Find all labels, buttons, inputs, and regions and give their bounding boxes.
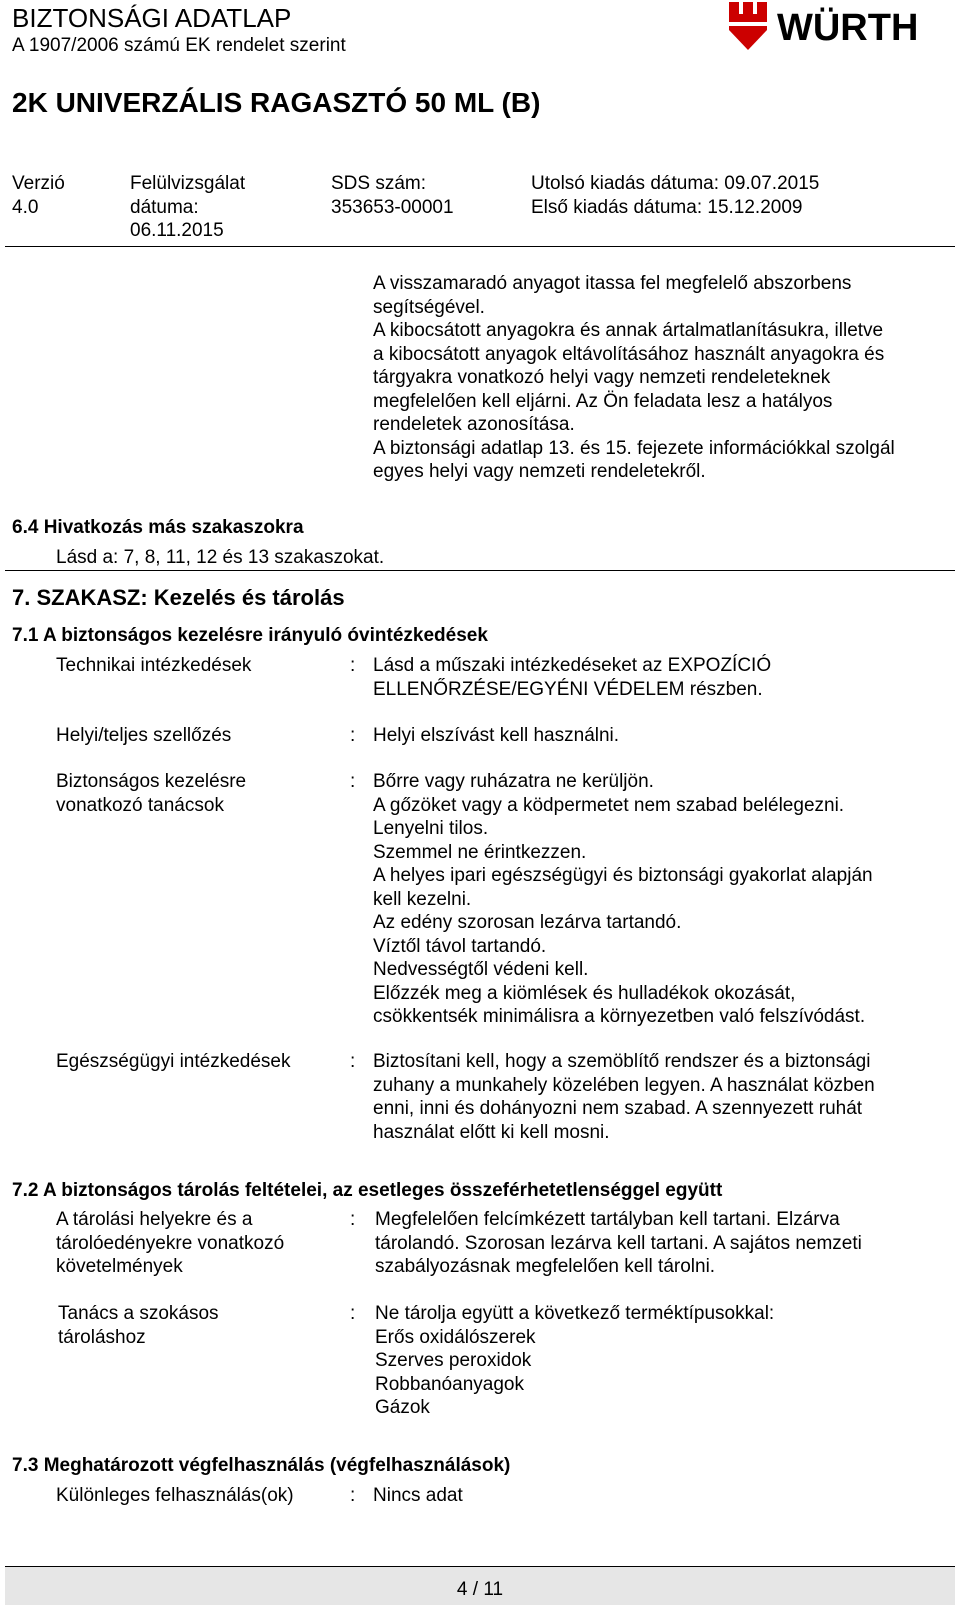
special-use-value [373, 1484, 463, 1508]
version-label: Verzió [12, 173, 65, 194]
text-line: a kibocsátott anyagok eltávolításához használt anyagokra és [373, 343, 885, 365]
colon: : [350, 1209, 356, 1230]
ventilation-value [373, 724, 619, 748]
text-line: Nincs adat [373, 1485, 463, 1506]
text-line: Szemmel ne érintkezzen. [373, 841, 587, 863]
page-number: 4 / 11 [456, 1579, 504, 1600]
revision-value: 06.11.2015 [130, 220, 224, 241]
colon: : [350, 1051, 356, 1072]
sds-label: SDS szám: [331, 173, 427, 194]
text-line: Az edény szorosan lezárva tartandó. [373, 912, 682, 933]
text-line: enni, inni és dohányozni nem szabad. A szennyezett ruhát [373, 1098, 863, 1119]
continued-paragraph [373, 272, 953, 484]
document-type: BIZTONSÁGI ADATLAP [12, 3, 292, 33]
text-line: A biztonsági adatlap 13. és 15. fejezete információkkal szolgál [373, 437, 895, 459]
text-line: Lásd a műszaki intézkedéseket az EXPOZÍCIÓ [373, 655, 772, 676]
text-line: kell kezelni. [373, 888, 472, 910]
text-line: rendeletek azonosítása. [373, 414, 575, 435]
storage-advice-value [375, 1302, 774, 1420]
text-line: tárgyakra vonatkozó helyi vagy nemzeti rendeleteknek [373, 367, 831, 388]
section-7-3-title: 7.3 Meghatározott végfelhasználás (végfelhasználások) [12, 1455, 511, 1476]
section-divider [5, 570, 955, 571]
text-line: Lenyelni tilos. [373, 818, 489, 839]
footer-divider [5, 1566, 955, 1567]
text-line: Helyi elszívást kell használni. [373, 725, 620, 746]
text-line: A kibocsátott anyagokra és annak ártalmatlanításukra, illetve [373, 320, 884, 341]
revision-label-2: dátuma: [130, 196, 199, 218]
text-line: A visszamaradó anyagot itassa fel megfelelő abszorbens [373, 273, 852, 294]
storage-requirements-value [375, 1208, 862, 1279]
product-name: 2K UNIVERZÁLIS RAGASZTÓ 50 ML (B) [12, 87, 541, 118]
handling-advice-label [56, 770, 246, 817]
section-6-4-text: Lásd a: 7, 8, 11, 12 és 13 szakaszokat. [56, 547, 385, 568]
colon: : [350, 725, 356, 746]
regulation-reference: A 1907/2006 számú EK rendelet szerint [12, 35, 346, 56]
text-line: csökkentsék minimálisra a környezetben való felszívódást. [373, 1006, 866, 1027]
text-line: tároláshoz [58, 1326, 146, 1348]
text-line: Ne tárolja együtt a következő terméktípusokkal: [375, 1303, 775, 1324]
text-line: Erős oxidálószerek [375, 1326, 536, 1348]
colon: : [350, 1303, 356, 1324]
text-line: Tanács a szokásos [58, 1303, 219, 1324]
colon: : [350, 1485, 356, 1506]
text-line: A tárolási helyekre és a [56, 1209, 253, 1230]
special-use-label: Különleges felhasználás(ok) [56, 1485, 294, 1506]
hygiene-measures-label: Egészségügyi intézkedések [56, 1051, 291, 1072]
text-line: egyes helyi vagy nemzeti rendeletekről. [373, 461, 706, 482]
text-line: Biztosítani kell, hogy a szemöblítő rendszer és a biztonsági [373, 1051, 871, 1072]
revision-block [130, 172, 245, 243]
text-line: A helyes ipari egészségügyi és biztonsági gyakorlat alapján [373, 865, 873, 886]
text-line: Robbanóanyagok [375, 1373, 524, 1395]
issue-dates-block [531, 172, 819, 219]
storage-requirements-label [56, 1208, 284, 1279]
technical-measures-value [373, 654, 771, 701]
text-line: Bőrre vagy ruházatra ne kerüljön. [373, 771, 654, 792]
hygiene-measures-value [373, 1050, 875, 1144]
text-line: Biztonságos kezelésre [56, 771, 247, 792]
text-line: használat előtt ki kell mosni. [373, 1121, 610, 1143]
text-line: Szerves peroxidok [375, 1350, 532, 1371]
text-line: megfelelően kell eljárni. Az Ön feladata lesz a hatályos [373, 390, 833, 412]
text-line: tárolóedényekre vonatkozó [56, 1232, 285, 1254]
section-7-title: 7. SZAKASZ: Kezelés és tárolás [12, 585, 345, 610]
version-value: 4.0 [12, 196, 39, 218]
wurth-logo [725, 0, 950, 52]
text-line: A gőzöket vagy a ködpermetet nem szabad belélegezni. [373, 794, 845, 816]
text-line: zuhany a munkahely közelében legyen. A használat közben [373, 1074, 875, 1096]
text-line: követelmények [56, 1256, 183, 1277]
last-issue-date: Utolsó kiadás dátuma: 09.07.2015 [531, 173, 820, 194]
text-line: szabályozásnak megfelelően kell tárolni. [375, 1256, 716, 1277]
text-line: ELLENŐRZÉSE/EGYÉNI VÉDELEM részben. [373, 678, 763, 700]
sds-block [331, 172, 454, 219]
text-line: Nedvességtől védeni kell. [373, 959, 589, 980]
sds-value: 353653-00001 [331, 196, 454, 218]
text-line: vonatkozó tanácsok [56, 794, 224, 816]
section-7-1-title: 7.1 A biztonságos kezelésre irányuló óvintézkedések [12, 625, 488, 646]
text-line: Megfelelően felcímkézett tartályban kell tartani. Elzárva [375, 1209, 840, 1230]
text-line: Előzzék meg a kiömlések és hulladékok okozását, [373, 982, 796, 1004]
text-line: segítségével. [373, 296, 485, 318]
section-7-2-title: 7.2 A biztonságos tárolás feltételei, az esetleges összeférhetetlenséggel együtt [12, 1180, 723, 1201]
text-line: Víztől távol tartandó. [373, 935, 547, 957]
revision-label: Felülvizsgálat [130, 173, 246, 194]
first-issue-date: Első kiadás dátuma: 15.12.2009 [531, 196, 803, 218]
version-block [12, 172, 65, 219]
logo-text: WÜRTH [777, 7, 919, 49]
storage-advice-label [58, 1302, 219, 1349]
text-line: tárolandó. Szorosan lezárva kell tartani. A sajátos nemzeti [375, 1232, 862, 1254]
colon: : [350, 771, 356, 792]
technical-measures-label: Technikai intézkedések [56, 655, 252, 676]
handling-advice-value [373, 770, 873, 1029]
header-divider [5, 246, 955, 247]
colon: : [350, 655, 356, 676]
text-line: Gázok [375, 1397, 430, 1418]
ventilation-label: Helyi/teljes szellőzés [56, 725, 232, 746]
section-6-4-title: 6.4 Hivatkozás más szakaszokra [12, 517, 304, 538]
